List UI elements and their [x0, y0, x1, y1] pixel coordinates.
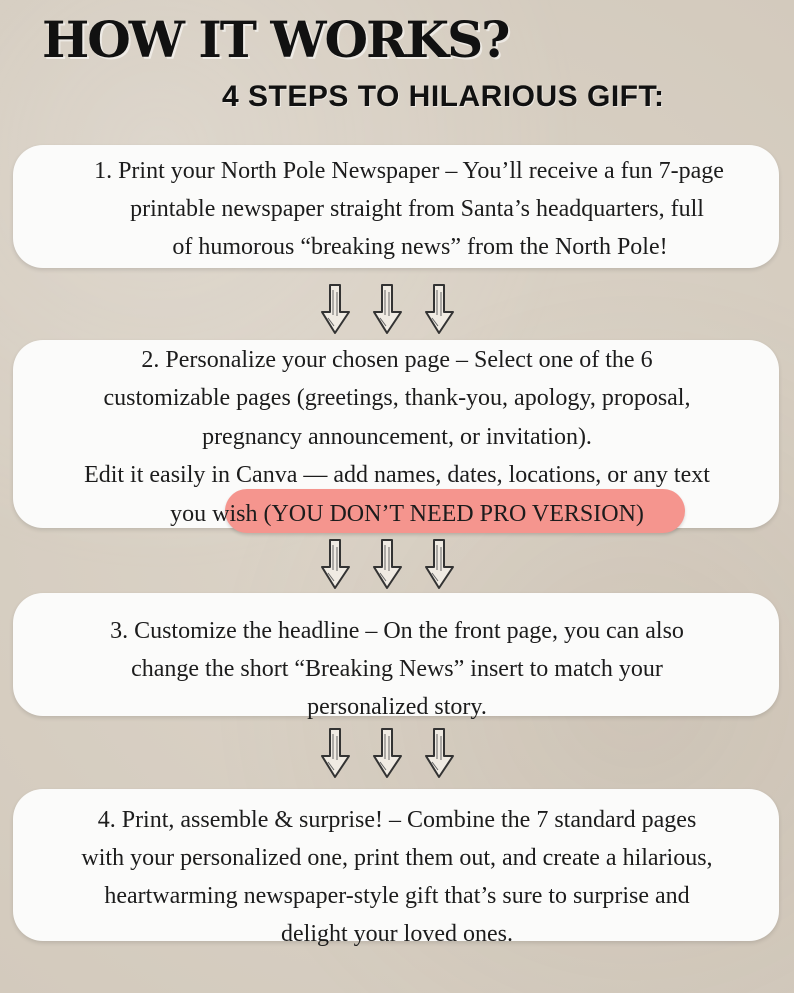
- pro-version-note: (YOU DON’T NEED PRO VERSION): [263, 501, 644, 527]
- page-subtitle: 4 STEPS TO HILARIOUS GIFT:: [222, 80, 665, 113]
- page-title: HOW IT WORKS?: [42, 10, 509, 69]
- step-4-line-2: with your personalized one, print them out, and create a hilarious,: [81, 845, 713, 871]
- step-2-line-1: 2. Personalize your chosen page – Select one of the 6: [141, 347, 653, 373]
- step-2-line-3: pregnancy announcement, or invitation).: [202, 424, 592, 450]
- arrow-group-1: [320, 282, 460, 338]
- step-2-line-4: Edit it easily in Canva — add names, dates, locations, or any text: [84, 462, 710, 488]
- down-arrow-icon: [372, 726, 404, 780]
- arrow-group-3: [320, 726, 460, 782]
- down-arrow-icon: [320, 537, 352, 591]
- step-2-line-5-prefix: you wish: [170, 501, 264, 527]
- step-3-line-3: personalized story.: [307, 694, 487, 720]
- step-1-line-1: 1. Print your North Pole Newspaper – You’ll receive a fun 7-page: [94, 158, 724, 184]
- step-2-line-5: [10, 499, 794, 529]
- down-arrow-icon: [320, 726, 352, 780]
- down-arrow-icon: [372, 282, 404, 336]
- step-2-line-2: customizable pages (greetings, thank-you, apology, proposal,: [103, 385, 691, 411]
- step-3-line-2: change the short “Breaking News” insert to match your: [131, 656, 663, 682]
- step-1-line-3: of humorous “breaking news” from the North Pole!: [172, 234, 668, 260]
- down-arrow-icon: [320, 282, 352, 336]
- down-arrow-icon: [372, 537, 404, 591]
- step-4-line-4: delight your loved ones.: [281, 921, 513, 947]
- step-4-line-1: 4. Print, assemble & surprise! – Combine the 7 standard pages: [97, 807, 697, 833]
- down-arrow-icon: [424, 282, 456, 336]
- down-arrow-icon: [424, 537, 456, 591]
- down-arrow-icon: [424, 726, 456, 780]
- step-1-line-2: printable newspaper straight from Santa’s headquarters, full: [130, 196, 704, 222]
- step-4-line-3: heartwarming newspaper-style gift that’s sure to surprise and: [104, 883, 690, 909]
- arrow-group-2: [320, 537, 460, 593]
- step-3-line-1: 3. Customize the headline – On the front page, you can also: [110, 618, 684, 644]
